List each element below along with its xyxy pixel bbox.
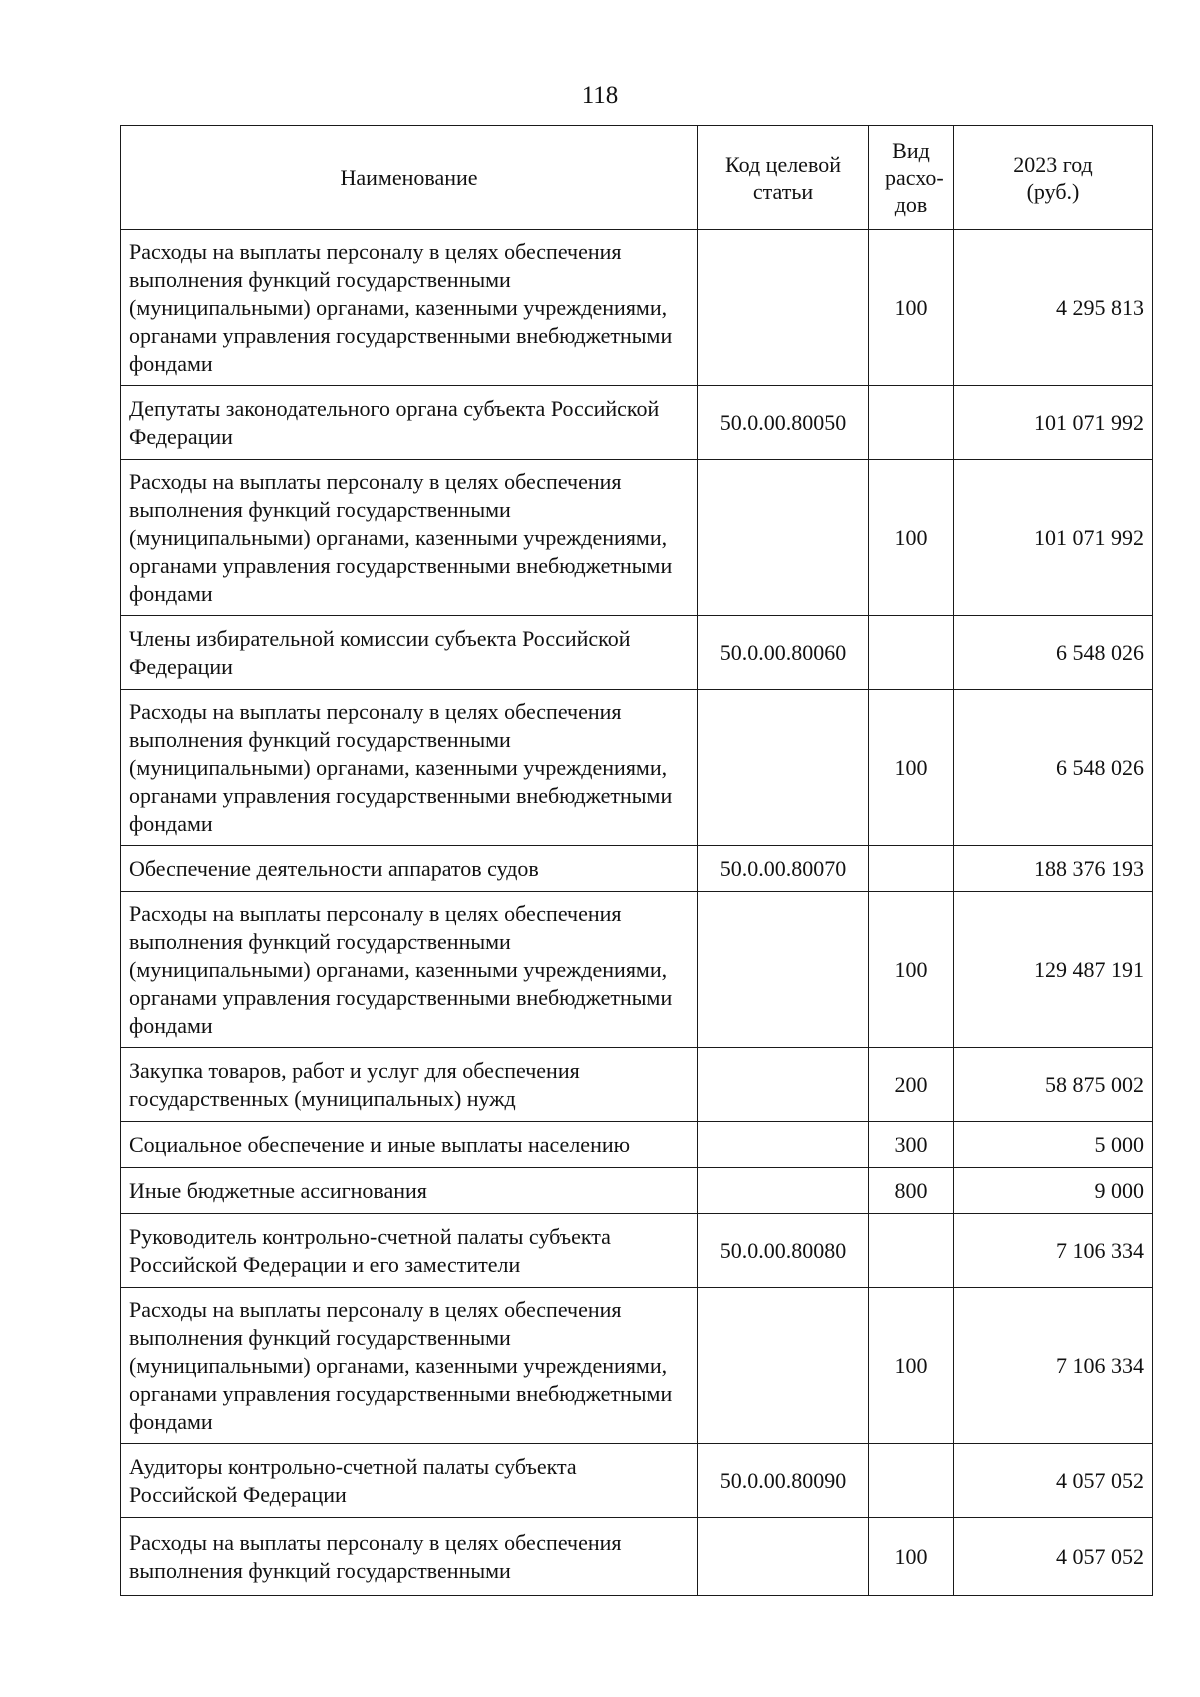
row-name-cell: Члены избирательной комиссии субъекта Российской Федерации bbox=[121, 616, 698, 690]
row-amount-cell: 6 548 026 bbox=[954, 616, 1153, 690]
row-code-cell: 50.0.00.80090 bbox=[698, 1444, 869, 1518]
row-code-cell bbox=[698, 690, 869, 846]
table-row bbox=[121, 690, 1153, 846]
row-name-cell: Аудиторы контрольно-счетной палаты субъекта Российской Федерации bbox=[121, 1444, 698, 1518]
row-code-cell bbox=[698, 1048, 869, 1122]
table-body bbox=[121, 230, 1153, 1596]
header-row bbox=[121, 126, 1153, 230]
row-name-cell: Социальное обеспечение и иные выплаты населению bbox=[121, 1122, 698, 1168]
row-amount-cell: 5 000 bbox=[954, 1122, 1153, 1168]
row-amount-cell: 101 071 992 bbox=[954, 460, 1153, 616]
row-name-cell: Депутаты законодательного органа субъекта Российской Федерации bbox=[121, 386, 698, 460]
table-row bbox=[121, 892, 1153, 1048]
table-row bbox=[121, 1048, 1153, 1122]
table-row bbox=[121, 230, 1153, 386]
row-type-cell bbox=[869, 1214, 954, 1288]
header-name: Наименование bbox=[121, 126, 698, 230]
page-number: 118 bbox=[581, 82, 619, 109]
header-amount-text: 2023 год (руб.) bbox=[1013, 151, 1093, 204]
row-name-cell: Закупка товаров, работ и услуг для обеспечения государственных (муниципальных) нужд bbox=[121, 1048, 698, 1122]
row-code-cell: 50.0.00.80050 bbox=[698, 386, 869, 460]
row-type-cell: 100 bbox=[869, 460, 954, 616]
table-row bbox=[121, 1518, 1153, 1596]
row-type-cell: 100 bbox=[869, 1518, 954, 1596]
row-name-cell: Обеспечение деятельности аппаратов судов bbox=[121, 846, 698, 892]
row-type-cell: 800 bbox=[869, 1168, 954, 1214]
table-row bbox=[121, 616, 1153, 690]
row-amount-cell: 7 106 334 bbox=[954, 1214, 1153, 1288]
header-code-text: Код целевой статьи bbox=[725, 151, 841, 204]
row-name-cell: Расходы на выплаты персоналу в целях обеспечения выполнения функций государственными (муниципальными) органами, казенными учреждениями, органами управления государственными внебюджетными фондами bbox=[121, 892, 698, 1048]
row-code-cell: 50.0.00.80070 bbox=[698, 846, 869, 892]
row-amount-cell: 4 057 052 bbox=[954, 1444, 1153, 1518]
row-name-cell: Расходы на выплаты персоналу в целях обеспечения выполнения функций государственными bbox=[121, 1518, 698, 1596]
row-amount-cell: 58 875 002 bbox=[954, 1048, 1153, 1122]
row-type-cell bbox=[869, 616, 954, 690]
budget-table bbox=[120, 125, 1153, 1596]
table-row bbox=[121, 1168, 1153, 1214]
row-type-cell bbox=[869, 386, 954, 460]
table-row bbox=[121, 460, 1153, 616]
row-code-cell bbox=[698, 230, 869, 386]
row-code-cell bbox=[698, 1518, 869, 1596]
row-type-cell: 100 bbox=[869, 1288, 954, 1444]
row-code-cell: 50.0.00.80060 bbox=[698, 616, 869, 690]
row-type-cell bbox=[869, 1444, 954, 1518]
table-header bbox=[121, 126, 1153, 230]
row-amount-cell: 6 548 026 bbox=[954, 690, 1153, 846]
row-amount-cell: 7 106 334 bbox=[954, 1288, 1153, 1444]
row-amount-cell: 101 071 992 bbox=[954, 386, 1153, 460]
row-code-cell bbox=[698, 1122, 869, 1168]
row-amount-cell: 129 487 191 bbox=[954, 892, 1153, 1048]
table-row bbox=[121, 1288, 1153, 1444]
header-type bbox=[869, 126, 954, 230]
header-code bbox=[698, 126, 869, 230]
row-amount-cell: 188 376 193 bbox=[954, 846, 1153, 892]
row-amount-cell: 4 057 052 bbox=[954, 1518, 1153, 1596]
row-type-cell: 100 bbox=[869, 230, 954, 386]
row-code-cell bbox=[698, 460, 869, 616]
table-row bbox=[121, 846, 1153, 892]
row-name-cell: Расходы на выплаты персоналу в целях обеспечения выполнения функций государственными (муниципальными) органами, казенными учреждениями, органами управления государственными внебюджетными фондами bbox=[121, 460, 698, 616]
row-amount-cell: 4 295 813 bbox=[954, 230, 1153, 386]
row-code-cell bbox=[698, 1288, 869, 1444]
row-code-cell: 50.0.00.80080 bbox=[698, 1214, 869, 1288]
row-type-cell bbox=[869, 846, 954, 892]
row-name-cell: Иные бюджетные ассигнования bbox=[121, 1168, 698, 1214]
row-amount-cell: 9 000 bbox=[954, 1168, 1153, 1214]
row-name-cell: Расходы на выплаты персоналу в целях обеспечения выполнения функций государственными (муниципальными) органами, казенными учреждениями, органами управления государственными внебюджетными фондами bbox=[121, 1288, 698, 1444]
header-amount bbox=[954, 126, 1153, 230]
table-row bbox=[121, 386, 1153, 460]
header-type-text: Вид расхо-дов bbox=[885, 138, 944, 217]
row-type-cell: 200 bbox=[869, 1048, 954, 1122]
row-name-cell: Расходы на выплаты персоналу в целях обеспечения выполнения функций государственными (муниципальными) органами, казенными учреждениями, органами управления государственными внебюджетными фондами bbox=[121, 230, 698, 386]
row-name-cell: Руководитель контрольно-счетной палаты субъекта Российской Федерации и его заместители bbox=[121, 1214, 698, 1288]
table-row bbox=[121, 1214, 1153, 1288]
table-row bbox=[121, 1122, 1153, 1168]
row-type-cell: 300 bbox=[869, 1122, 954, 1168]
row-code-cell bbox=[698, 1168, 869, 1214]
table-row bbox=[121, 1444, 1153, 1518]
row-code-cell bbox=[698, 892, 869, 1048]
row-type-cell: 100 bbox=[869, 892, 954, 1048]
row-name-cell: Расходы на выплаты персоналу в целях обеспечения выполнения функций государственными (муниципальными) органами, казенными учреждениями, органами управления государственными внебюджетными фондами bbox=[121, 690, 698, 846]
row-type-cell: 100 bbox=[869, 690, 954, 846]
